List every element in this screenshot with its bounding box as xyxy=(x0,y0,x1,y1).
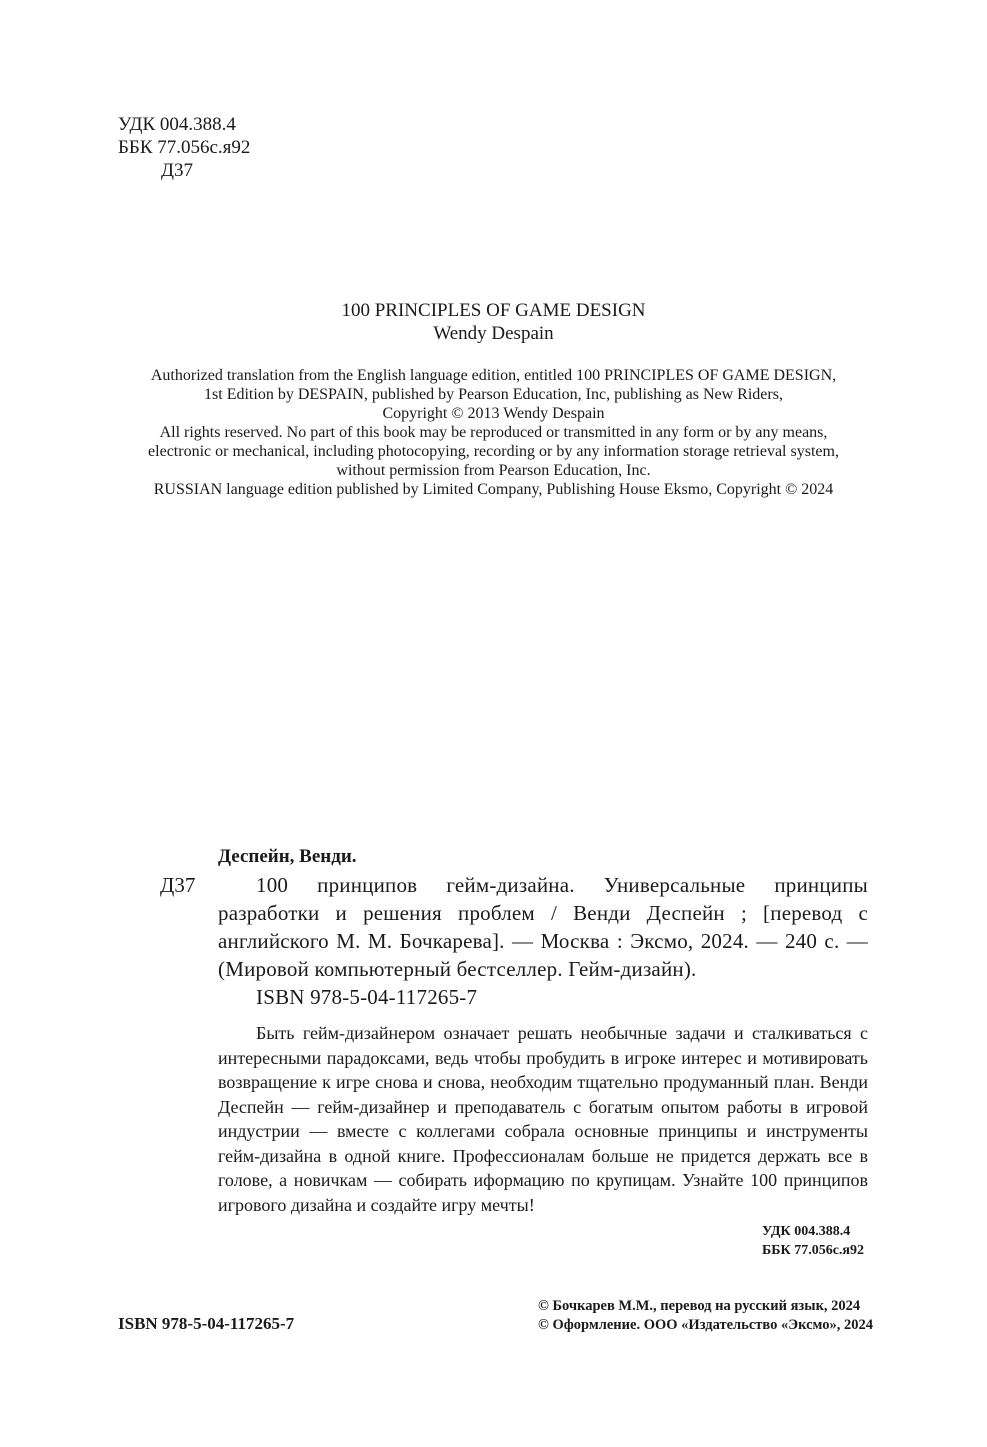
rights-notice xyxy=(100,366,887,499)
rights-line: electronic or mechanical, including photocopying, recording or by any information storage retrieval system, xyxy=(148,443,839,460)
author-mark: Д37 xyxy=(161,160,193,181)
original-title: 100 PRINCIPLES OF GAME DESIGN xyxy=(341,300,646,321)
copyright-design: © Оформление. ООО «Издательство «Эксмо», 2024 xyxy=(538,1317,873,1333)
classification-block xyxy=(118,113,250,182)
udk-code: УДК 004.388.4 xyxy=(118,114,236,135)
copyright-notices xyxy=(538,1297,873,1335)
copyright-translation: © Бочкарев М.М., перевод на русский язык, 2024 xyxy=(538,1298,861,1314)
rights-line: 1st Edition by DESPAIN, published by Pearson Education, Inc, publishing as New Riders, xyxy=(204,386,783,403)
rights-line: without permission from Pearson Education, Inc. xyxy=(336,462,651,479)
catalog-udk: УДК 004.388.4 xyxy=(762,1224,851,1239)
catalog-author-heading: Деспейн, Венди. xyxy=(218,846,357,867)
annotation xyxy=(218,1021,868,1217)
rights-line: All rights reserved. No part of this book may be reproduced or transmitted in any form or by any means, xyxy=(159,424,828,441)
rights-line: Authorized translation from the English language edition, entitled 100 PRINCIPLES OF GAME DESIGN, xyxy=(150,367,837,384)
rights-line: Copyright © 2013 Wendy Despain xyxy=(382,405,605,422)
description-text: 100 принципов гейм-дизайна. Универсальные принципы разработки и решения проблем / Венди Деспейн ; [перевод с английского М. М. Бочкарева]. — Москва : Эксмо, 2024. — 240 с. — (Мировой компьютерный бестселлер. Гейм-дизайн). xyxy=(218,873,868,981)
bbk-code: ББК 77.056с.я92 xyxy=(118,137,251,158)
annotation-text: Быть гейм-дизайнером означает решать необычные задачи и сталкиваться с интересными парадоксами, ведь чтобы пробудить в игроке интерес и мотивировать возвращение к игре снова и снова, необходим тщательно продуманный план. Венди Деспейн — гейм-дизайнер и преподаватель с богатым опытом работы в игровой индустрии — вместе с коллегами собрала основные принципы и инструменты гейм-дизайна в одной книге. Профессионалам больше не придется держать все в голове, а новичкам — собирать иформацию по крупицам. Узнайте 100 принципов игрового дизайна и создайте игру мечты! xyxy=(218,1023,868,1215)
catalog-bbk: ББК 77.056с.я92 xyxy=(762,1243,864,1258)
original-author: Wendy Despain xyxy=(433,323,554,344)
footer-isbn: ISBN 978-5-04-117265-7 xyxy=(118,1314,295,1333)
rights-line: RUSSIAN language edition published by Limited Company, Publishing House Eksmo, Copyright © 2024 xyxy=(153,481,834,498)
catalog-isbn: ISBN 978-5-04-117265-7 xyxy=(256,985,478,1009)
catalog-code: Д37 xyxy=(160,873,196,897)
catalog-codes xyxy=(762,1222,864,1260)
catalog-description xyxy=(218,871,868,983)
original-edition xyxy=(0,299,987,345)
